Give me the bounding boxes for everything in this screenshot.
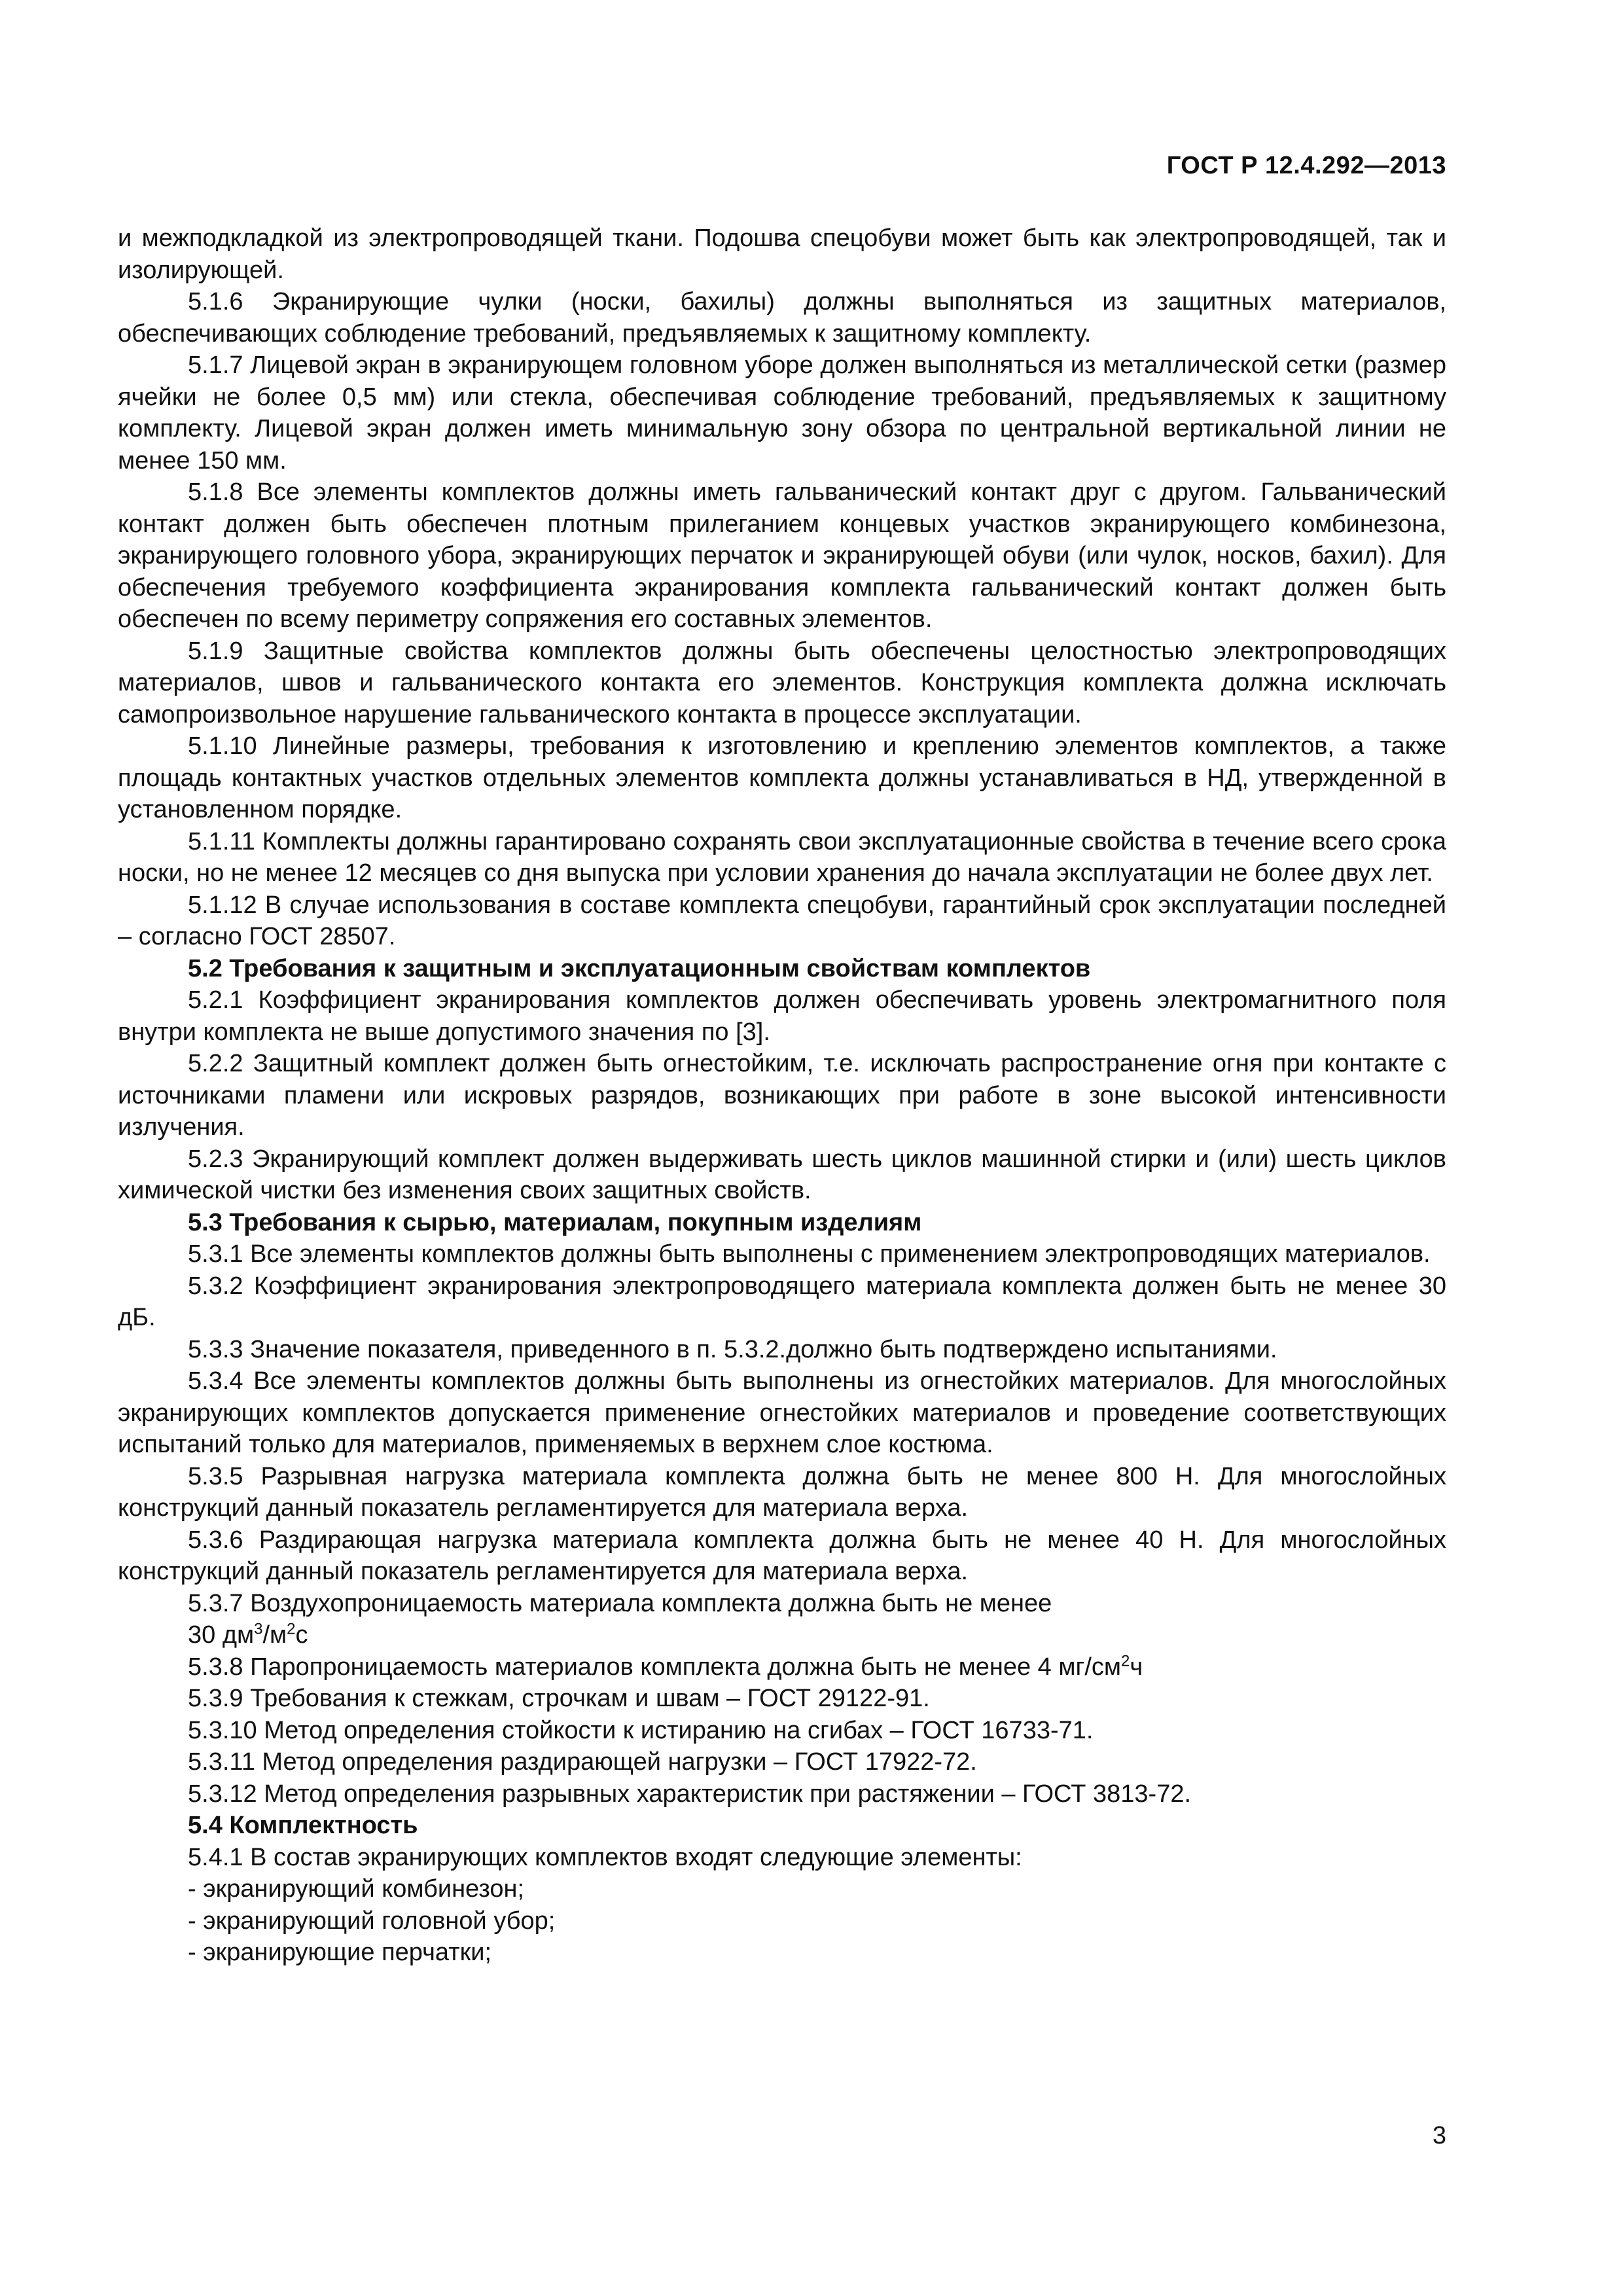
section-heading-5-3: 5.3 Требования к сырью, материалам, покупным изделиям [188,1208,922,1236]
page-number: 3 [1432,2122,1446,2149]
paragraph-5-3-11: 5.3.11 Метод определения раздирающей нагрузки – ГОСТ 17922-72. [188,1748,977,1776]
value-text: 30 дм [188,1621,255,1649]
value-text: /м [262,1621,287,1649]
paragraph-5-3-9: 5.3.9 Требования к стежкам, строчкам и швам – ГОСТ 29122-91. [188,1685,930,1712]
paragraph-5-3-6: 5.3.6 Раздирающая нагрузка материала комплекта должна быть не менее 40 Н. Для многослойных конструкций данный показатель регламентируется для материала верха. [118,1526,1446,1585]
paragraph-text: ч [1130,1653,1143,1681]
value-text: с [295,1621,308,1649]
list-item: - экранирующие перчатки; [188,1939,492,1966]
section-heading-5-2: 5.2 Требования к защитным и эксплуатационным свойствам комплектов [188,954,1091,982]
paragraph-5-1-7: 5.1.7 Лицевой экран в экранирующем головном уборе должен выполняться из металлической сетки (размер ячейки не более 0,5 мм) или стекла, обеспечивая соблюдение требований, предъявляемых к защитному комплекту. Лицевой экран должен иметь минимальную зону обзора по центральной вертикальной линии не менее 150 мм. [118,351,1446,475]
superscript: 2 [287,1620,296,1638]
paragraph-5-3-5: 5.3.5 Разрывная нагрузка материала комплекта должна быть не менее 800 Н. Для многослойных конструкций данный показатель регламентируется для материала верха. [118,1462,1446,1522]
superscript: 2 [1121,1651,1130,1670]
paragraph-5-3-7: 5.3.7 Воздухопроницаемость материала комплекта должна быть не менее [188,1589,1052,1617]
paragraph-5-3-4: 5.3.4 Все элементы комплектов должны быть выполнены из огнестойких материалов. Для многослойных экранирующих комплектов допускается применение огнестойких материалов и проведение соответствующих испытаний только для материалов, применяемых в верхнем слое костюма. [118,1367,1446,1458]
paragraph-5-4-1: 5.4.1 В состав экранирующих комплектов входят следующие элементы: [188,1843,1022,1871]
paragraph-5-2-1: 5.2.1 Коэффициент экранирования комплектов должен обеспечивать уровень электромагнитного поля внутри комплекта не выше допустимого значения по [3]. [118,986,1446,1046]
document-header: ГОСТ Р 12.4.292—2013 [1166,152,1446,179]
paragraph-5-3-1: 5.3.1 Все элементы комплектов должны быть выполнены с применением электропроводящих материалов. [188,1240,1431,1268]
list-item: - экранирующий комбинезон; [188,1875,525,1903]
paragraph-5-3-8 [118,1651,1446,1683]
paragraph-5-3-12: 5.3.12 Метод определения разрывных характеристик при растяжении – ГОСТ 3813-72. [188,1780,1192,1808]
paragraph-5-3-2: 5.3.2 Коэффициент экранирования электропроводящего материала комплекта должен быть не менее 30 дБ. [118,1272,1446,1331]
paragraph-continuation: и межподкладкой из электропроводящей ткани. Подошва спецобуви может быть как электропроводящей, так и изолирующей. [118,224,1446,284]
paragraph-5-1-12: 5.1.12 В случае использования в составе комплекта спецобуви, гарантийный срок эксплуатации последней – согласно ГОСТ 28507. [118,891,1446,950]
paragraph-5-1-6: 5.1.6 Экранирующие чулки (носки, бахилы) должны выполняться из защитных материалов, обеспечивающих соблюдение требований, предъявляемых к защитному комплекту. [118,288,1446,348]
section-heading-5-4: 5.4 Комплектность [188,1812,418,1839]
paragraph-5-1-9: 5.1.9 Защитные свойства комплектов должны быть обеспечены целостностью электропроводящих материалов, швов и гальванического контакта его элементов. Конструкция комплекта должна исключать самопроизвольное нарушение гальванического контакта в процессе эксплуатации. [118,637,1446,728]
superscript: 3 [254,1620,263,1638]
paragraph-5-1-11: 5.1.11 Комплекты должны гарантировано сохранять свои эксплуатационные свойства в течение всего срока носки, но не менее 12 месяцев со дня выпуска при условии хранения до начала эксплуатации не более двух лет. [118,827,1446,887]
paragraph-5-2-3: 5.2.3 Экранирующий комплект должен выдерживать шесть циклов машинной стирки и (или) шесть циклов химической чистки без изменения своих защитных свойств. [118,1145,1446,1204]
paragraph-5-3-10: 5.3.10 Метод определения стойкости к истиранию на сгибах – ГОСТ 16733-71. [188,1716,1094,1744]
paragraph-5-1-10: 5.1.10 Линейные размеры, требования к изготовлению и креплению элементов комплектов, а также площадь контактных участков отдельных элементов комплекта должны устанавливаться в НД, утвержденной в установленном порядке. [118,732,1446,823]
paragraph-5-3-7-value [118,1619,1446,1651]
list-item: - экранирующий головной убор; [188,1907,556,1935]
document-body [118,223,1446,1969]
paragraph-5-2-2: 5.2.2 Защитный комплект должен быть огнестойким, т.е. исключать распространение огня при контакте с источниками пламени или искровых разрядов, возникающих при работе в зоне высокой интенсивности излучения. [118,1050,1446,1141]
paragraph-5-3-3: 5.3.3 Значение показателя, приведенного в п. 5.3.2.должно быть подтверждено испытаниями. [188,1335,1277,1363]
paragraph-5-1-8: 5.1.8 Все элементы комплектов должны иметь гальванический контакт друг с другом. Гальванический контакт должен быть обеспечен плотным прилеганием концевых участков экранирующего комбинезона, экранирующего головного убора, экранирующих перчаток и экранирующей обуви (или чулок, носков, бахил). Для обеспечения требуемого коэффициента экранирования комплекта гальванический контакт должен быть обеспечен по всему периметру сопряжения его составных элементов. [118,478,1446,633]
paragraph-text: 5.3.8 Паропроницаемость материалов комплекта должна быть не менее 4 мг/см [188,1653,1122,1681]
